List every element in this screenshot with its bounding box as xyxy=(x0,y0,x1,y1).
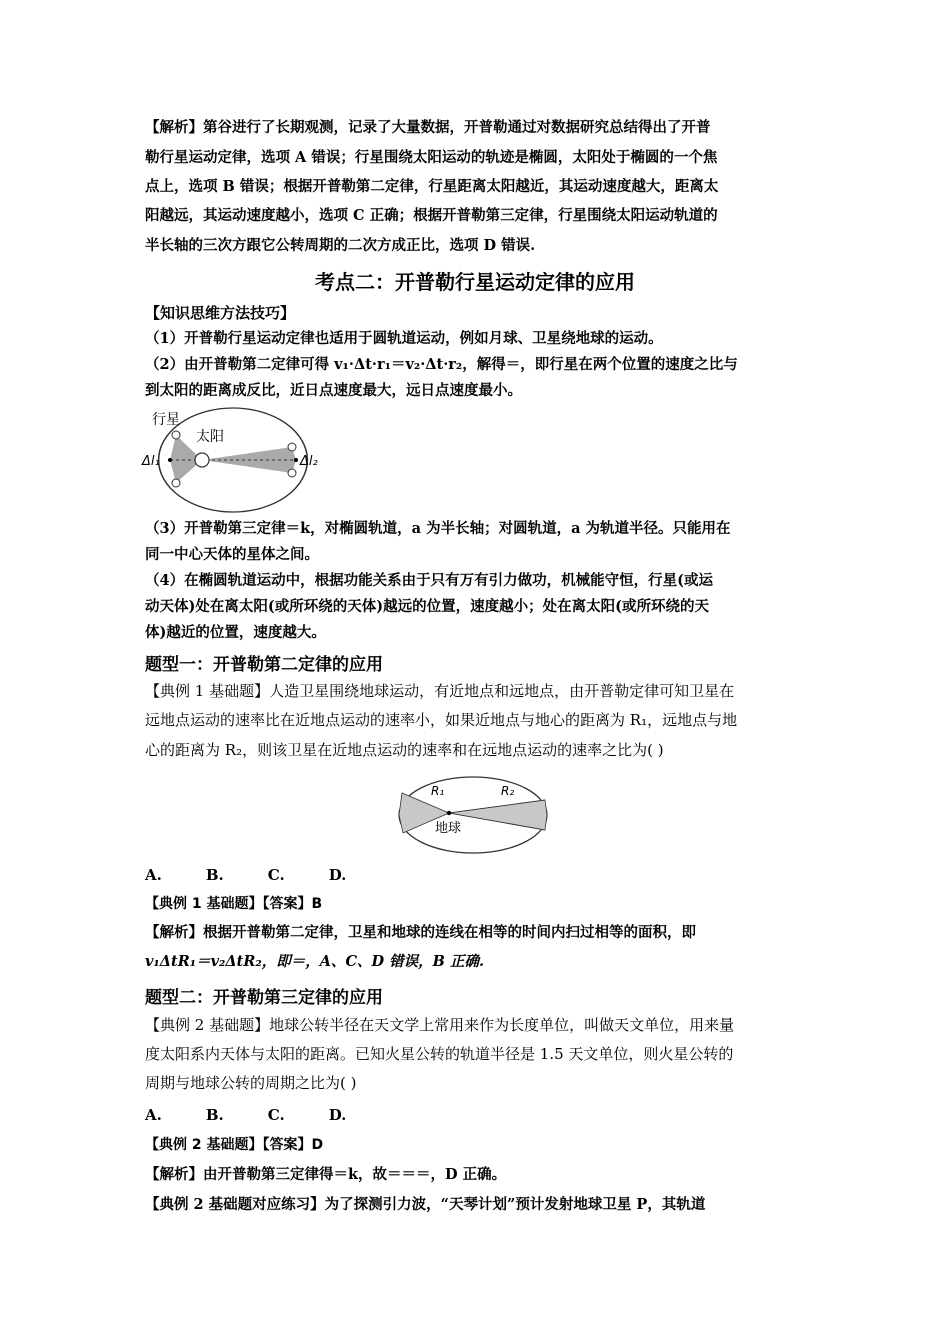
knowledge-p3b: 同一中心天体的星体之间。 xyxy=(145,546,319,563)
type2-option-a: A. xyxy=(145,1106,162,1124)
type1-question-line-3: 心的距离为 R₂，则该卫星在近地点运动的速率和在远地点运动的速率之比为( ) xyxy=(145,741,664,759)
satellite-orbit-figure xyxy=(395,775,555,860)
type2-title: 题型二：开普勒第三定律的应用 xyxy=(145,988,383,1008)
type1-option-a: A. xyxy=(145,866,162,884)
knowledge-heading: 【知识思维方法技巧】 xyxy=(145,304,296,322)
type2-option-b: B. xyxy=(205,1106,224,1124)
type1-analysis-line-2: v₁ΔtR₁＝v₂ΔtR₂，即＝，A、C、D 错误，B 正确. xyxy=(145,953,485,970)
type2-question-line-2: 度太阳系内天体与太阳的距离。已知火星公转的轨道半径是 1.5 天文单位，则火星公转的 xyxy=(145,1045,734,1063)
type1-analysis-line-1: 【解析】根据开普勒第二定律，卫星和地球的连线在相等的时间内扫过相等的面积，即 xyxy=(145,924,696,941)
type1-option-b: B. xyxy=(205,866,224,884)
type2-answer: 【典例 2 基础题】【答案】D xyxy=(145,1137,324,1153)
delta-l2-label: Δl₂ xyxy=(300,454,318,469)
section-title: 考点二：开普勒行星运动定律的应用 xyxy=(315,270,635,294)
knowledge-p4c: 体)越近的位置，速度越大。 xyxy=(145,624,326,641)
analysis-line-4: 阳越远，其运动速度越小，选项 C 正确；根据开普勒第三定律，行星围绕太阳运动轨道的 xyxy=(145,207,718,224)
type2-option-c: C. xyxy=(267,1106,285,1124)
sun-icon xyxy=(195,453,209,467)
kepler-second-law-figure xyxy=(140,405,330,515)
type1-title: 题型一：开普勒第二定律的应用 xyxy=(145,655,383,675)
knowledge-p1: （1）开普勒行星运动定律也适用于圆轨道运动，例如月球、卫星绕地球的运动。 xyxy=(145,330,663,347)
analysis-line-2: 勒行星运动定律，选项 A 错误；行星围绕太阳运动的轨迹是椭圆，太阳处于椭圆的一个焦 xyxy=(145,149,718,166)
knowledge-p2b: 到太阳的距离成反比，近日点速度最大，远日点速度最小。 xyxy=(145,382,522,399)
earth-icon xyxy=(447,811,451,815)
knowledge-p4b: 动天体)处在离太阳(或所环绕的天体)越远的位置，速度越小；处在离太阳(或所环绕的天 xyxy=(145,598,709,615)
analysis-line-1: 【解析】第谷进行了长期观测，记录了大量数据，开普勒通过对数据研究总结得出了开普 xyxy=(145,119,711,136)
type2-practice-line: 【典例 2 基础题对应练习】为了探测引力波，“天琴计划”预计发射地球卫星 P，其轨道 xyxy=(145,1196,706,1213)
sun-label: 太阳 xyxy=(196,429,224,445)
type1-option-d: D. xyxy=(328,866,347,884)
planet-label: 行星 xyxy=(152,412,180,428)
type1-question-line-2: 远地点运动的速率比在近地点运动的速率小，如果近地点与地心的距离为 R₁，远地点与地 xyxy=(145,711,738,729)
type2-question-line-1: 【典例 2 基础题】地球公转半径在天文学上常用来作为长度单位，叫做天文单位，用来量 xyxy=(145,1016,735,1034)
earth-label: 地球 xyxy=(435,821,462,836)
type1-option-c: C. xyxy=(267,866,285,884)
sector-r2 xyxy=(449,800,547,830)
type1-question-line-1: 【典例 1 基础题】人造卫星围绕地球运动，有近地点和远地点，由开普勒定律可知卫星在 xyxy=(145,682,735,700)
type1-options xyxy=(145,864,810,886)
delta-l1-label: Δl₁ xyxy=(142,454,160,469)
r2-label: R₂ xyxy=(501,784,515,798)
knowledge-p3a: （3）开普勒第三定律＝k，对椭圆轨道，a 为半长轴；对圆轨道，a 为轨道半径。只能用在 xyxy=(145,520,731,537)
analysis-line-5: 半长轴的三次方跟它公转周期的二次方成正比，选项 D 错误. xyxy=(145,237,536,254)
type2-option-d: D. xyxy=(328,1106,347,1124)
type1-answer: 【典例 1 基础题】【答案】B xyxy=(145,896,323,912)
type2-question-line-3: 周期与地球公转的周期之比为( ) xyxy=(145,1074,357,1092)
type2-analysis: 【解析】由开普勒第三定律得＝k，故＝＝＝，D 正确。 xyxy=(145,1166,507,1183)
r1-label: R₁ xyxy=(431,784,445,798)
analysis-line-3: 点上，选项 B 错误；根据开普勒第二定律，行星距离太阳越近，其运动速度越大，距离太 xyxy=(145,178,719,195)
knowledge-p4a: （4）在椭圆轨道运动中，根据功能关系由于只有万有引力做功，机械能守恒，行星(或运 xyxy=(145,572,713,589)
type2-options xyxy=(145,1104,810,1126)
planet-icon xyxy=(172,431,180,439)
knowledge-p2a: （2）由开普勒第二定律可得 v₁·Δt·r₁＝v₂·Δt·r₂，解得＝，即行星在两个位置的速度之比与 xyxy=(145,356,738,373)
